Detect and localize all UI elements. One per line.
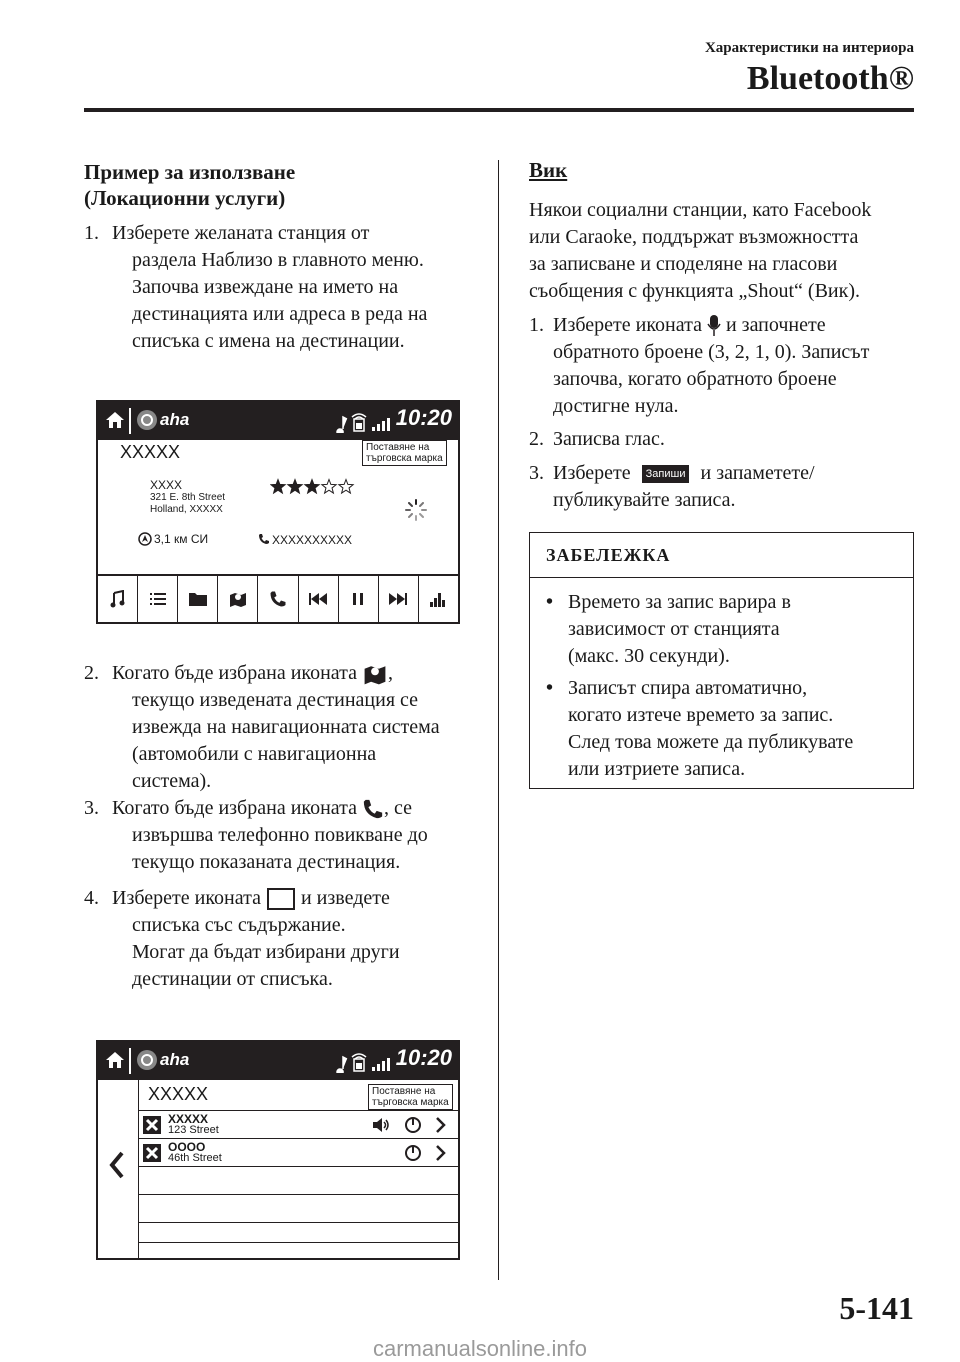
timer-icon[interactable]	[404, 1144, 422, 1162]
list-item[interactable]	[138, 1242, 458, 1260]
loading-spinner-icon	[404, 498, 428, 522]
list-item[interactable]: XXXXX 123 Street	[138, 1110, 458, 1139]
note-rule	[530, 577, 913, 578]
list-item[interactable]	[138, 1194, 458, 1223]
skip-back-icon[interactable]	[299, 576, 339, 622]
station-thumbnail-icon	[142, 1115, 162, 1135]
app-name: aha	[160, 1050, 190, 1069]
aha-destination-screen	[96, 400, 460, 624]
step-4: 4. Изберете иконата и изведете списъка със съдържание. Могат да бъдат избирани други дестинации от списъка.	[84, 887, 400, 990]
phone-icon	[362, 798, 384, 820]
back-panel[interactable]	[98, 1080, 139, 1258]
back-chevron-icon[interactable]	[108, 1150, 126, 1180]
music-icon[interactable]	[98, 576, 138, 622]
shout-heading: Вик	[529, 158, 568, 182]
aha-logo-icon	[136, 1049, 158, 1071]
map-pin-icon[interactable]	[218, 576, 258, 622]
bottom-toolbar	[98, 574, 458, 622]
aha-content-list-screen	[96, 1040, 460, 1260]
list-icon[interactable]	[138, 576, 178, 622]
list-item[interactable]: OOOO 46th Street	[138, 1138, 458, 1167]
star-filled-icon	[288, 480, 302, 494]
destination-address-line1: 321 E. 8th Street	[150, 492, 226, 503]
list-title: XXXXX	[148, 1084, 209, 1104]
step-number: 1.	[84, 222, 99, 244]
navigation-compass-icon	[138, 532, 152, 546]
skip-forward-icon[interactable]	[379, 576, 419, 622]
page-title: Bluetooth®	[746, 60, 914, 97]
page-number: 5-141	[839, 1290, 914, 1326]
home-icon[interactable]	[104, 1049, 126, 1071]
chevron-right-icon[interactable]	[434, 1116, 446, 1134]
shout-step-2: 2. Записва глас.	[529, 428, 665, 450]
brand-button[interactable]: Поставяне на търговска марка	[362, 440, 447, 466]
chevron-right-icon[interactable]	[434, 1144, 446, 1162]
intro-line: или Caraoke, поддържат възможността	[529, 226, 859, 248]
intro-line: Някои социални станции, като Facebook	[529, 199, 872, 221]
clock: 10:20	[395, 405, 452, 430]
destination-address-line2: Holland, XXXXX	[150, 504, 223, 515]
section-header: Характеристики на интериора	[704, 40, 914, 56]
watermark: carmanualsonline.info	[372, 1336, 588, 1361]
pause-icon[interactable]	[339, 576, 379, 622]
status-bar	[98, 1042, 458, 1080]
location-services-heading: (Локационни услуги)	[84, 186, 286, 210]
status-icons	[336, 1051, 400, 1073]
status-icons	[336, 411, 400, 433]
phone-call-icon[interactable]	[258, 576, 298, 622]
intro-line: за записване и споделяне на гласови	[529, 253, 838, 275]
clock: 10:20	[395, 1045, 452, 1070]
divider	[129, 1048, 131, 1074]
timer-icon[interactable]	[404, 1116, 422, 1134]
intro-line: съобщения с функцията „Shout“ (Вик).	[529, 280, 861, 302]
step-1: 1. Изберете желаната станция от раздела Наблизо в главното меню. Започва извеждане на името на дестинацията или адреса в реда на списъка с имена на дестинации.	[84, 222, 428, 352]
map-pin-icon	[362, 661, 388, 687]
step-2: 2. Когато бъде избрана иконата , текущо изведената дестинация се извежда на навигационната система (автомобили с навигационна система).	[84, 662, 440, 792]
station-title: XXXXX	[120, 442, 181, 462]
star-empty-icon	[339, 480, 353, 494]
app-name: aha	[160, 410, 190, 429]
shout-step-3: 3. Изберете Запиши и запаметете/ публикувайте записа.	[529, 462, 815, 511]
note-box: ЗАБЕЛЕЖКА • Времето за запис варира в зависимост от станцията (макс. 30 секунди). • Записът спира автоматично, когато изтече времето за запис. След това можете да публикувате или изтриете записа.	[529, 532, 914, 789]
folder-icon[interactable]	[178, 576, 218, 622]
note-title: ЗАБЕЛЕЖКА	[546, 545, 671, 565]
star-filled-icon	[305, 480, 319, 494]
star-empty-icon	[322, 480, 336, 494]
station-thumbnail-icon	[142, 1143, 162, 1163]
divider	[129, 408, 131, 434]
phone-number: XXXXXXXXXX	[272, 533, 353, 547]
phone-icon	[258, 533, 270, 545]
destination-name: XXXX	[150, 478, 183, 492]
column-divider	[498, 160, 499, 1280]
blank-content-icon	[266, 887, 296, 911]
distance: 3,1 км СИ	[154, 532, 209, 546]
equalizer-icon[interactable]	[419, 576, 458, 622]
usage-example-heading: Пример за използване	[84, 160, 296, 184]
list-item[interactable]	[138, 1166, 458, 1195]
microphone-icon	[707, 314, 721, 338]
shout-step-1: 1. Изберете иконата и започнете обратното броене (3, 2, 1, 0). Записът започва, когато обратното броене достигне нула.	[529, 314, 870, 417]
aha-logo-icon	[136, 409, 158, 431]
star-filled-icon	[271, 480, 285, 494]
home-icon[interactable]	[104, 409, 126, 431]
status-bar	[98, 402, 458, 440]
record-button: Запиши	[642, 465, 690, 483]
brand-button[interactable]: Поставяне на търговска марка	[368, 1084, 453, 1110]
speaker-icon	[372, 1117, 390, 1133]
step-3: 3. Когато бъде избрана иконата , се извършва телефонно повикване до текущо показаната дестинация.	[84, 797, 428, 873]
header-rule	[84, 108, 914, 112]
rating-stars	[270, 478, 356, 496]
